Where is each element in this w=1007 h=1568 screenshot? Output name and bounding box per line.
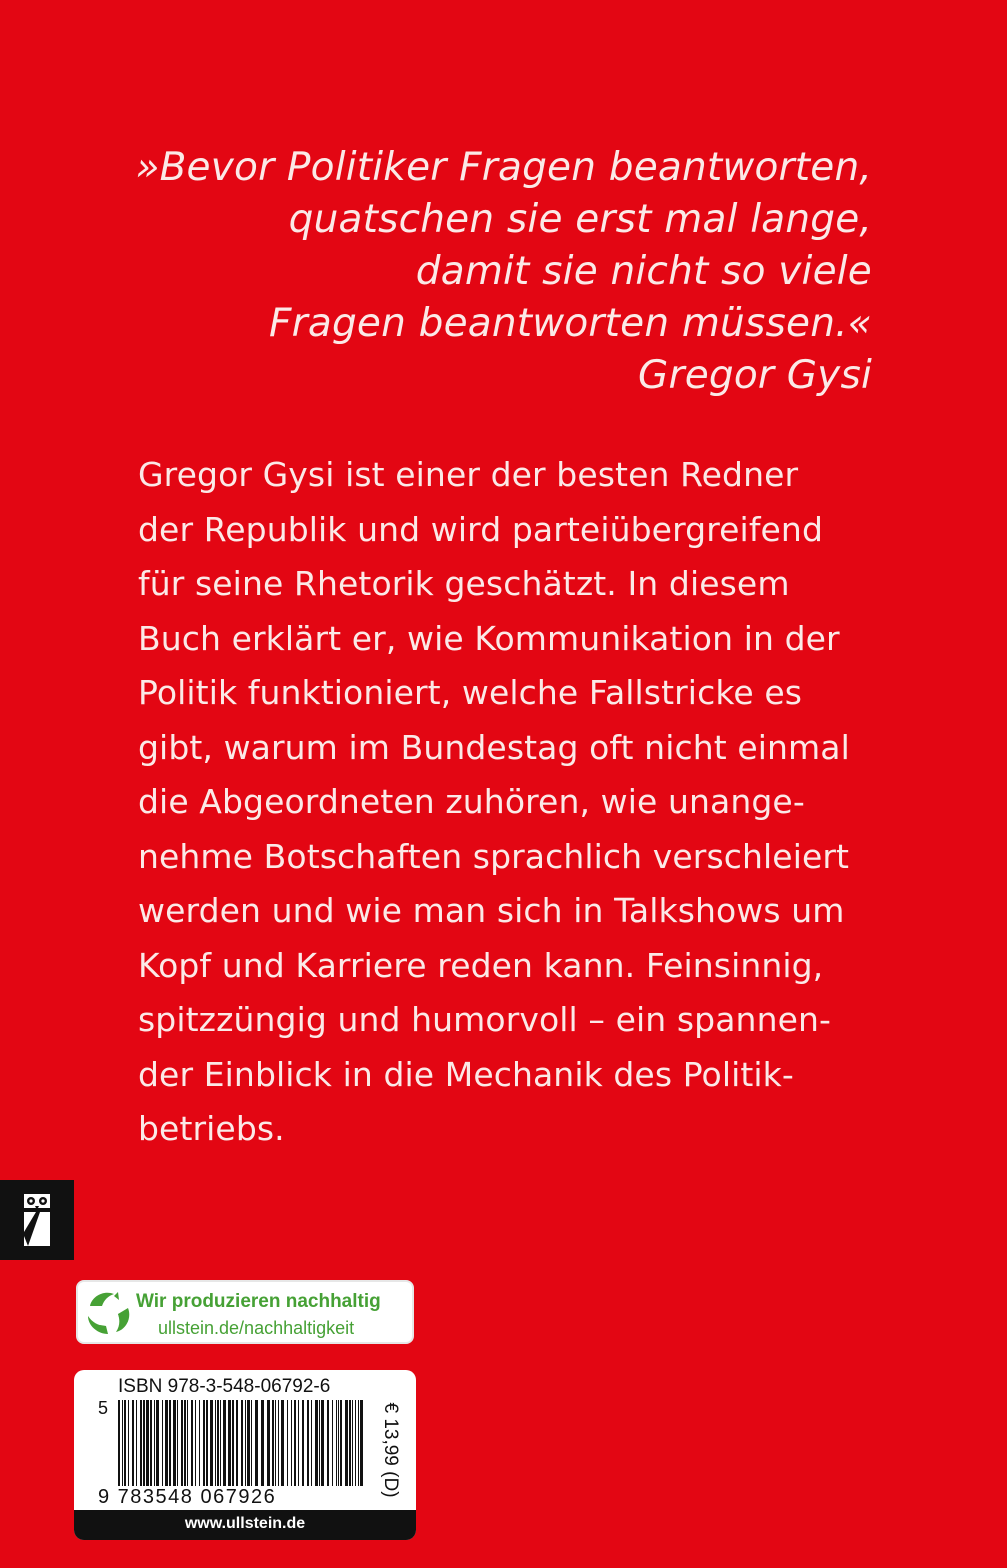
barcode-bar	[345, 1400, 348, 1486]
blurb-line: für seine Rhetorik geschätzt. In diesem	[138, 564, 790, 603]
blurb-line: gibt, warum im Bundestag oft nicht einmal	[138, 727, 850, 767]
barcode-bar	[150, 1400, 152, 1486]
barcode-bar	[210, 1400, 213, 1486]
barcode-bar	[184, 1400, 186, 1486]
blurb-line: Kopf und Karriere reden kann. Feinsinnig,	[138, 945, 824, 985]
quote-author: Gregor Gysi	[638, 353, 872, 398]
barcode-bar	[281, 1400, 284, 1486]
blurb-line: nehme Botschaften sprachlich verschleiert	[138, 836, 850, 876]
barcode-bar	[181, 1400, 183, 1486]
barcode-bar	[199, 1400, 200, 1486]
barcode-bar	[272, 1400, 274, 1486]
barcode-bar	[220, 1400, 221, 1486]
blurb-text	[138, 448, 898, 1157]
blurb-line: spitzzüngig und humorvoll – ein spannen-	[138, 1000, 832, 1039]
barcode-bar	[187, 1400, 188, 1486]
quote-line: quatschen sie erst mal lange,	[288, 197, 872, 242]
barcode-label	[74, 1370, 416, 1540]
barcode-bar	[223, 1400, 226, 1486]
barcode-bar	[287, 1400, 288, 1486]
barcode-bar	[156, 1400, 159, 1486]
barcode-digits: 9 783548 067926	[98, 1486, 277, 1508]
barcode-bar	[275, 1400, 276, 1486]
barcode-bar	[321, 1400, 324, 1486]
barcode-bar	[349, 1400, 351, 1486]
quote-line: Fragen beantworten müssen.«	[268, 301, 872, 346]
barcode-bar	[319, 1400, 320, 1486]
barcode-bar	[124, 1400, 126, 1486]
barcode-bar	[169, 1400, 171, 1486]
blurb-line: der Republik und wird parteiübergreifend	[138, 509, 823, 549]
barcode-bar	[118, 1400, 120, 1486]
barcode-bar	[154, 1400, 155, 1486]
barcode-bar	[261, 1400, 264, 1486]
barcode-bar	[140, 1400, 142, 1486]
barcode-bar	[177, 1400, 178, 1486]
barcode-bar	[298, 1400, 299, 1486]
barcode-bar	[352, 1400, 353, 1486]
barcode-bar	[278, 1400, 279, 1486]
barcode-bar	[247, 1400, 250, 1486]
blurb-line: die Abgeordneten zuhören, wie unange-	[138, 782, 805, 821]
barcode-bar	[358, 1400, 359, 1486]
barcode-bar	[241, 1400, 243, 1486]
barcode-bar	[307, 1400, 309, 1486]
website-link[interactable]: www.ullstein.de	[184, 1515, 306, 1532]
barcode-bar	[236, 1400, 238, 1486]
barcode-bar	[302, 1400, 304, 1486]
barcode-bar	[232, 1400, 234, 1486]
barcode-bar	[311, 1400, 312, 1486]
barcode-bar	[143, 1400, 145, 1486]
barcode-bar	[215, 1400, 216, 1486]
barcode-bar	[146, 1400, 149, 1486]
barcode-bar	[203, 1400, 205, 1486]
website-bar	[74, 1510, 416, 1540]
barcode-bar	[267, 1400, 270, 1486]
barcode-bar	[294, 1400, 296, 1486]
barcode-bar	[251, 1400, 252, 1486]
addon-digit: 5	[98, 1398, 109, 1418]
barcode-bar	[206, 1400, 208, 1486]
eco-badge-link[interactable]: ullstein.de/nachhaltigkeit	[158, 1318, 355, 1338]
eco-badge-title: Wir produzieren nachhaltig	[136, 1291, 381, 1312]
barcode-bar	[360, 1400, 363, 1486]
barcode-bar	[291, 1400, 292, 1486]
barcode-bar	[315, 1400, 318, 1486]
barcode-bar	[122, 1400, 123, 1486]
owl-icon	[14, 1188, 60, 1252]
blurb-line: Politik funktioniert, welche Fallstricke es	[138, 673, 803, 712]
eco-badge	[76, 1280, 414, 1344]
blurb-line: Gregor Gysi ist einer der besten Redner	[138, 455, 799, 494]
barcode-bar	[195, 1400, 196, 1486]
price-label: € 13,99 (D)	[380, 1402, 401, 1498]
barcode-bar	[128, 1400, 129, 1486]
barcode-bar	[228, 1400, 231, 1486]
blurb-line: der Einblick in die Mechanik des Politik-	[138, 1054, 794, 1094]
barcode-bar	[340, 1400, 342, 1486]
barcode-bar	[191, 1400, 193, 1486]
barcode-bar	[136, 1400, 137, 1486]
barcode-bar	[336, 1400, 337, 1486]
recycle-leaves-icon	[84, 1288, 134, 1338]
barcode-bar	[332, 1400, 333, 1486]
barcode-bar	[245, 1400, 246, 1486]
blurb-line: Buch erklärt er, wie Kommunikation in der	[138, 618, 840, 658]
publisher-logo	[0, 1180, 74, 1260]
blurb-line: werden und wie man sich in Talkshows um	[138, 891, 845, 930]
barcode-bar	[162, 1400, 163, 1486]
barcode	[116, 1400, 366, 1486]
barcode-bar	[165, 1400, 168, 1486]
blurb-line: betriebs.	[138, 1109, 285, 1148]
quote-line: »Bevor Politiker Fragen beantworten,	[135, 145, 872, 190]
isbn-text: ISBN 978-3-548-06792-6	[118, 1376, 331, 1397]
barcode-bar	[217, 1400, 219, 1486]
barcode-bar	[338, 1400, 339, 1486]
barcode-bar	[132, 1400, 134, 1486]
barcode-bar	[327, 1400, 329, 1486]
quote-block	[80, 142, 872, 402]
quote-line: damit sie nicht so viele	[415, 249, 872, 294]
barcode-bar	[173, 1400, 176, 1486]
barcode-bar	[255, 1400, 258, 1486]
barcode-bar	[355, 1400, 356, 1486]
